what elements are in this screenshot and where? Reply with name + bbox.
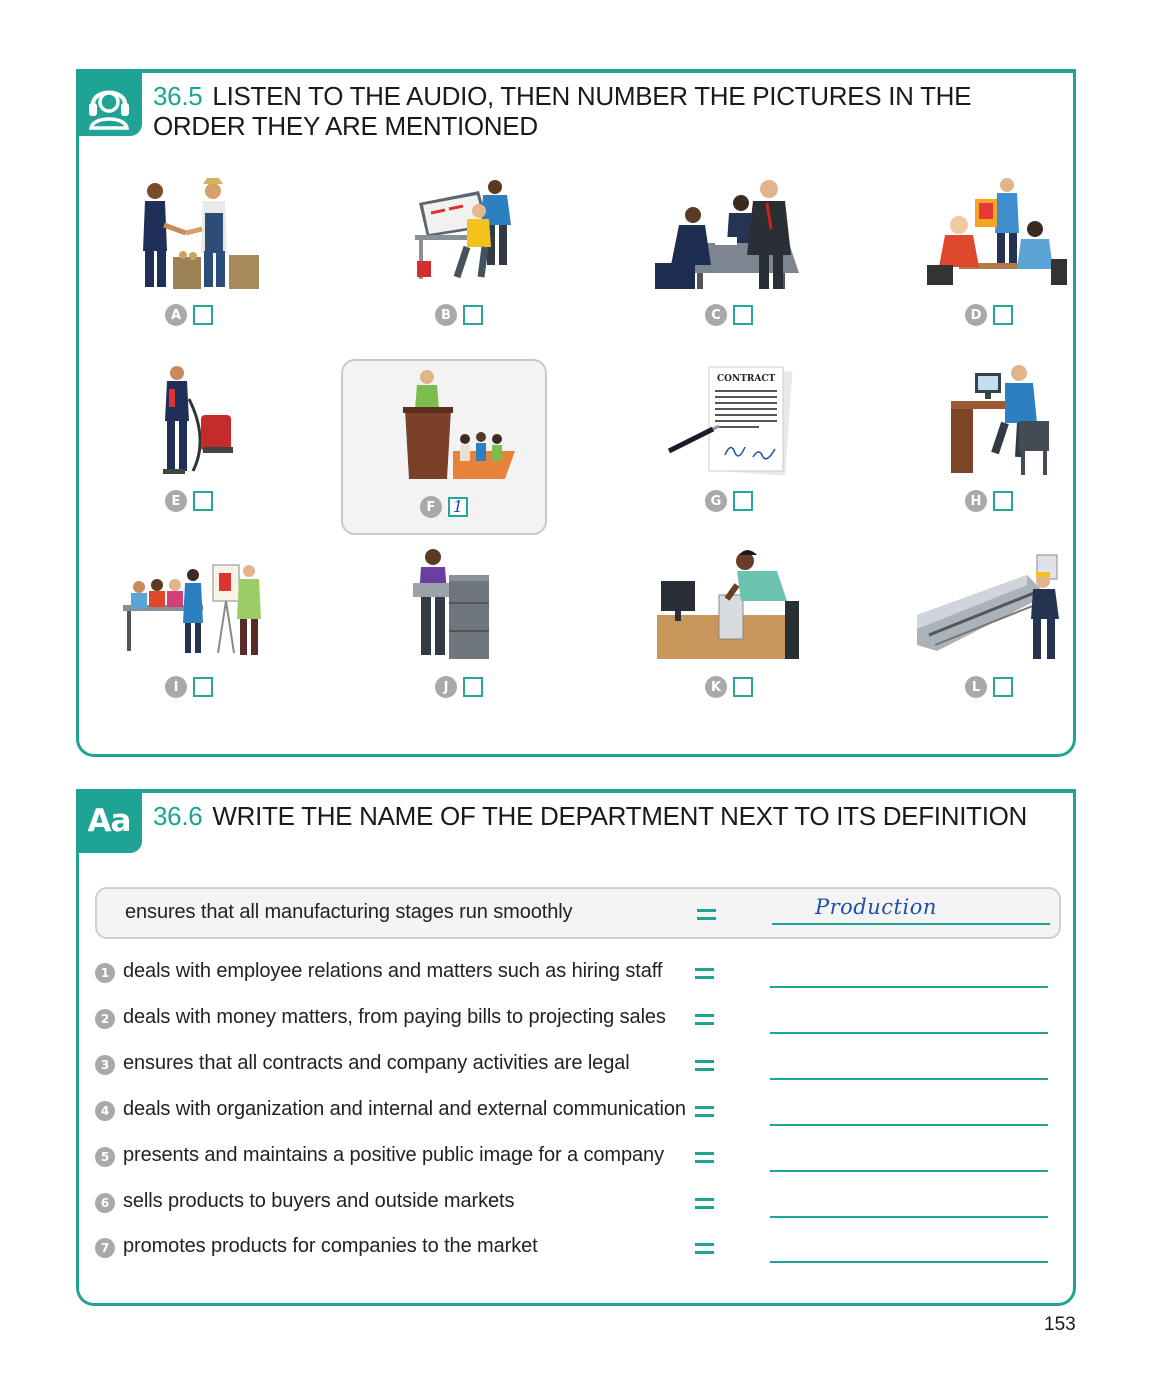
exercise-number: 36.5 xyxy=(153,81,203,111)
picture-i xyxy=(89,545,289,715)
picture-letter-badge: F xyxy=(420,496,442,518)
answer-input-line[interactable] xyxy=(770,1261,1048,1263)
picture-label xyxy=(889,676,1089,698)
item-number-badge: 5 xyxy=(95,1147,115,1167)
equals-sign xyxy=(697,897,717,927)
picture-label xyxy=(89,304,289,326)
vocabulary-aa-icon: Aa xyxy=(87,803,131,839)
vocabulary-tab xyxy=(76,789,142,853)
picture-e xyxy=(89,359,289,529)
answer-box[interactable] xyxy=(733,305,753,325)
business-meeting-icon xyxy=(649,173,809,293)
item-number-badge: 7 xyxy=(95,1238,115,1258)
picture-label xyxy=(89,490,289,512)
item-number-badge: 4 xyxy=(95,1101,115,1121)
filing-cabinet-icon xyxy=(379,545,539,665)
picture-letter-badge: K xyxy=(705,676,727,698)
item-number-badge: 6 xyxy=(95,1193,115,1213)
answer-box[interactable] xyxy=(463,677,483,697)
signed-contract-icon xyxy=(649,359,809,479)
picture-letter-badge: L xyxy=(965,676,987,698)
definition-text: presents and maintains a positive public image for a company xyxy=(123,1144,664,1166)
cleaner-vacuum-icon xyxy=(109,359,269,479)
picture-letter-badge: G xyxy=(705,490,727,512)
definition-text: promotes products for companies to the market xyxy=(123,1235,538,1257)
page-number: 153 xyxy=(1044,1314,1076,1335)
picture-letter-badge: B xyxy=(435,304,457,326)
picture-label xyxy=(89,676,289,698)
picture-f xyxy=(341,359,547,535)
definition-row-6 xyxy=(95,1182,1061,1222)
definition-text: ensures that all manufacturing stages run smoothly xyxy=(125,901,573,923)
team-presentation-icon xyxy=(109,545,269,665)
definition-text: deals with employee relations and matters such as hiring staff xyxy=(123,960,663,982)
example-answer: Production xyxy=(815,895,937,919)
picture-letter-badge: C xyxy=(705,304,727,326)
picture-letter-badge: J xyxy=(435,676,457,698)
picture-j xyxy=(359,545,559,715)
answer-box[interactable]: 1 xyxy=(448,497,468,517)
definition-text: sells products to buyers and outside markets xyxy=(123,1190,515,1212)
picture-a xyxy=(89,173,289,343)
definition-row-5 xyxy=(95,1136,1061,1176)
answer-box[interactable] xyxy=(733,491,753,511)
factory-worker-machine-icon xyxy=(909,545,1069,665)
answer-box[interactable] xyxy=(993,491,1013,511)
picture-h xyxy=(889,359,1089,529)
listening-tab xyxy=(76,69,142,136)
picture-label xyxy=(629,304,829,326)
picture-c xyxy=(629,173,829,343)
exercise-title: WRITE THE NAME OF THE DEPARTMENT NEXT TO ITS DEFINITION xyxy=(212,801,1028,831)
exercise-36-6-panel xyxy=(76,789,1076,1306)
picture-letter-badge: E xyxy=(165,490,187,512)
answer-input-line[interactable] xyxy=(770,1078,1048,1080)
it-technician-icon xyxy=(649,545,809,665)
picture-g xyxy=(629,359,829,529)
answer-box[interactable] xyxy=(463,305,483,325)
office-desk-computer-icon xyxy=(909,359,1069,479)
headphones-person-icon xyxy=(83,76,135,130)
picture-b xyxy=(359,173,559,343)
definition-row-4 xyxy=(95,1090,1061,1130)
definition-row-7 xyxy=(95,1227,1061,1267)
picture-d xyxy=(889,173,1089,343)
exercise-heading xyxy=(153,81,1053,141)
answer-box[interactable] xyxy=(733,677,753,697)
answer-input-line[interactable] xyxy=(770,1170,1048,1172)
definition-row-1 xyxy=(95,952,1061,992)
answer-box[interactable] xyxy=(993,305,1013,325)
picture-l xyxy=(889,545,1089,715)
picture-label xyxy=(629,490,829,512)
equals-sign xyxy=(695,1140,715,1170)
speaker-podium-icon xyxy=(365,367,525,487)
definition-text: deals with money matters, from paying bills to projecting sales xyxy=(123,1006,666,1028)
answer-box[interactable] xyxy=(193,677,213,697)
picture-letter-badge: I xyxy=(165,676,187,698)
picture-label xyxy=(359,304,559,326)
picture-label xyxy=(629,676,829,698)
exercise-title: LISTEN TO THE AUDIO, THEN NUMBER THE PICTURES IN THE ORDER THEY ARE MENTIONED xyxy=(153,81,972,141)
handshake-farmer-icon xyxy=(109,173,269,293)
equals-sign xyxy=(695,1231,715,1261)
picture-label xyxy=(889,304,1089,326)
picture-label xyxy=(889,490,1089,512)
definition-text: ensures that all contracts and company activities are legal xyxy=(123,1052,630,1074)
presentation-meeting-icon xyxy=(909,173,1069,293)
picture-label xyxy=(359,676,559,698)
definition-row-2 xyxy=(95,998,1061,1038)
contract-label: CONTRACT xyxy=(717,374,776,384)
equals-sign xyxy=(695,1002,715,1032)
example-row xyxy=(95,887,1061,939)
item-number-badge: 1 xyxy=(95,963,115,983)
picture-k xyxy=(629,545,829,715)
equals-sign xyxy=(695,1186,715,1216)
designers-drafting-table-icon xyxy=(379,173,539,293)
answer-input-line[interactable] xyxy=(770,1124,1048,1126)
exercise-number: 36.6 xyxy=(153,801,203,831)
equals-sign xyxy=(695,956,715,986)
answer-input-line[interactable] xyxy=(770,1032,1048,1034)
answer-box[interactable] xyxy=(193,491,213,511)
item-number-badge: 3 xyxy=(95,1055,115,1075)
exercise-heading xyxy=(153,801,1053,831)
definition-text: deals with organization and internal and external communication xyxy=(123,1098,686,1120)
answer-input-line[interactable] xyxy=(770,1216,1048,1218)
picture-letter-badge: H xyxy=(965,490,987,512)
picture-letter-badge: D xyxy=(965,304,987,326)
answer-input-line[interactable] xyxy=(770,986,1048,988)
equals-sign xyxy=(695,1048,715,1078)
picture-label xyxy=(343,496,545,518)
equals-sign xyxy=(695,1094,715,1124)
answer-box[interactable] xyxy=(993,677,1013,697)
picture-letter-badge: A xyxy=(165,304,187,326)
item-number-badge: 2 xyxy=(95,1009,115,1029)
exercise-36-5-panel xyxy=(76,69,1076,757)
definition-row-3 xyxy=(95,1044,1061,1084)
answer-line xyxy=(772,923,1050,925)
answer-box[interactable] xyxy=(193,305,213,325)
